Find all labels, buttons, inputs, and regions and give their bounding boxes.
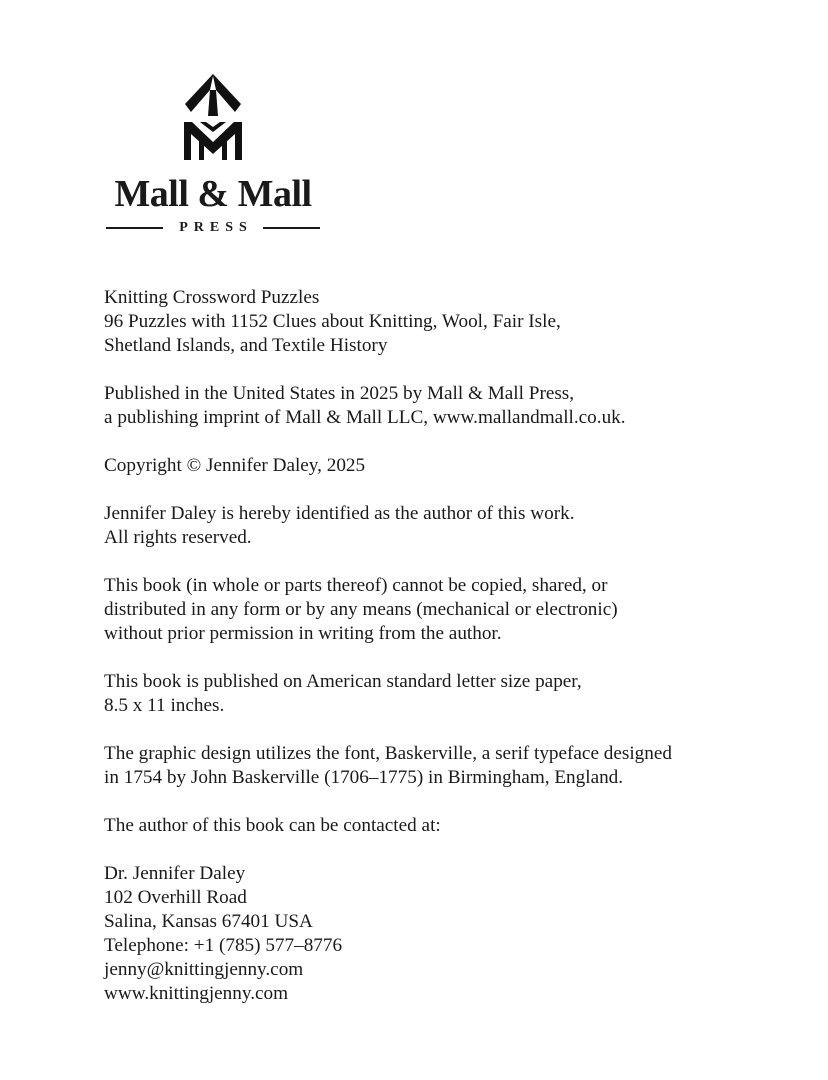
text-line: Copyright © Jennifer Daley, 2025: [104, 455, 366, 476]
text-line: 8.5 x 11 inches.: [104, 695, 225, 716]
text-line: 96 Puzzles with 1152 Clues about Knitting, Wool, Fair Isle,: [104, 311, 561, 332]
text-line: jenny@knittingjenny.com: [104, 959, 304, 980]
text-line: distributed in any form or by any means (mechanical or electronic): [104, 599, 618, 620]
text-line: Telephone: +1 (785) 577–8776: [104, 935, 343, 956]
text-line: The author of this book can be contacted at:: [104, 815, 441, 836]
text-line: a publishing imprint of Mall & Mall LLC, www.mallandmall.co.uk.: [104, 407, 626, 428]
paragraph: [104, 382, 804, 430]
logo-press-label: PRESS: [179, 220, 253, 235]
text-line: 102 Overhill Road: [104, 887, 247, 908]
paragraph: [104, 454, 804, 478]
text-line: without prior permission in writing from the author.: [104, 623, 502, 644]
publisher-logo: [100, 70, 330, 240]
text-line: This book is published on American standard letter size paper,: [104, 671, 582, 692]
paragraph: [104, 862, 804, 1006]
divider: [106, 227, 163, 229]
text-line: All rights reserved.: [104, 527, 252, 548]
text-line: Knitting Crossword Puzzles: [104, 287, 320, 308]
divider: [263, 227, 320, 229]
logo-brand-name: Mall & Mall: [114, 173, 312, 215]
logo-emblem-icon: [180, 72, 246, 164]
paragraph: [104, 502, 804, 550]
logo-subtitle: [106, 218, 320, 238]
text-line: Published in the United States in 2025 by Mall & Mall Press,: [104, 383, 575, 404]
text-line: in 1754 by John Baskerville (1706–1775) in Birmingham, England.: [104, 767, 624, 788]
paragraph: [104, 670, 804, 718]
text-line: The graphic design utilizes the font, Baskerville, a serif typeface designed: [104, 743, 672, 764]
text-line: Shetland Islands, and Textile History: [104, 335, 388, 356]
text-line: This book (in whole or parts thereof) cannot be copied, shared, or: [104, 575, 608, 596]
paragraph: [104, 814, 804, 838]
paragraph: [104, 574, 804, 646]
copyright-page-text: [104, 286, 804, 1030]
text-line: Jennifer Daley is hereby identified as the author of this work.: [104, 503, 575, 524]
paragraph: [104, 286, 804, 358]
paragraph: [104, 742, 804, 790]
text-line: Salina, Kansas 67401 USA: [104, 911, 313, 932]
text-line: www.knittingjenny.com: [104, 983, 289, 1004]
text-line: Dr. Jennifer Daley: [104, 863, 246, 884]
